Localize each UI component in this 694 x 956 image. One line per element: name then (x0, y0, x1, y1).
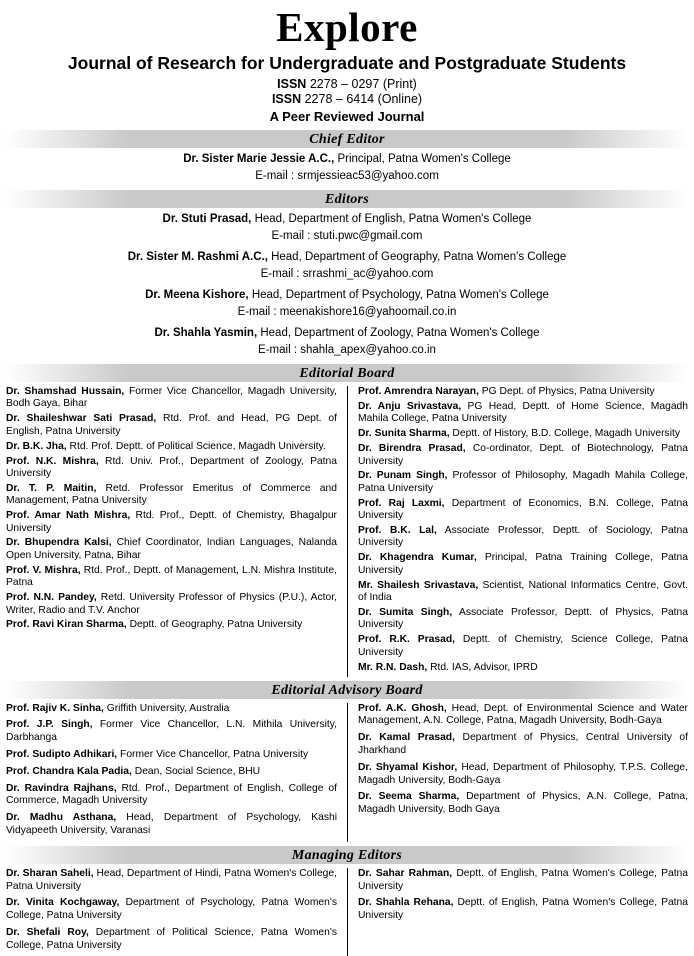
person-detail: Department of Physics, Central University of Jharkhand (358, 732, 688, 756)
list-item (6, 212, 688, 228)
managing-editors-right-column (347, 868, 688, 956)
section-header-managing-editors (6, 846, 688, 864)
peer-reviewed-label: A Peer Reviewed Journal (269, 109, 425, 124)
page-title: Explore (276, 4, 418, 50)
person-detail: Rtd. IAS, Advisor, IPRD (427, 661, 538, 673)
person-detail: Former Vice Chancellor, Magadh University, Bodh Gaya, Bihar (6, 386, 337, 410)
person-detail: Rtd. Univ. Prof., Department of Zoology, Patna University (6, 455, 337, 479)
person-name: Dr. Madhu Asthana, (6, 812, 117, 824)
person-detail: Rtd. Prof., Deptt. of Chemistry, Bhagalpur University (6, 510, 337, 534)
person-name: Dr. Shaileshwar Sati Prasad, (6, 413, 157, 425)
person-detail: Head, Department of Hindi, Patna Women's College, Patna University (6, 867, 337, 892)
list-item (6, 456, 337, 481)
section-header-chief-editor-label: Chief Editor (309, 132, 385, 147)
list-item (6, 386, 337, 411)
list-item (358, 897, 688, 923)
list-item (6, 537, 337, 562)
person-name: Prof. Rajiv K. Sinha, (6, 702, 104, 714)
person-name: Dr. Ravindra Rajhans, (6, 782, 117, 794)
list-item (358, 662, 688, 674)
person-name: Dr. Vinita Kochgaway, (6, 897, 120, 909)
person-detail: Co-ordinator, Dept. of Biotechnology, Patna University (358, 443, 688, 467)
list-item (6, 510, 337, 535)
person-name: Dr. Punam Singh, (358, 470, 448, 482)
person-name: Dr. Seema Sharma, (358, 791, 460, 803)
person-email: E-mail : meenakishore16@yahoomail.co.in (237, 305, 457, 318)
list-item (6, 749, 337, 762)
section-header-editorial-advisory-board (6, 681, 688, 699)
list-item (6, 565, 337, 590)
person-detail: Rtd. Prof. and Head, PG Dept. of English, Patna University (6, 413, 337, 437)
list-item (358, 386, 688, 398)
section-header-editorial-board (6, 364, 688, 382)
list-item (358, 703, 688, 729)
person-detail: Department of Political Science, Patna Women's College, Patna University (6, 926, 337, 951)
editors-list (6, 212, 688, 358)
section-header-editorial-board-label: Editorial Board (299, 366, 395, 381)
person-name: Dr. Shyamal Kishor, (358, 761, 458, 773)
editorial-advisory-board-left-column (6, 703, 347, 842)
person-detail: Professor of Philosophy, Magadh Mahila College, Patna University (358, 470, 688, 494)
masthead (6, 4, 688, 126)
list-item (6, 288, 688, 304)
person-detail: Retd. University Professor of Physics (P.U.), Actor, Writer, Radio and T.V. Anchor (6, 592, 337, 616)
person-name: Dr. Shamshad Hussain, (6, 386, 125, 397)
list-item (6, 783, 337, 809)
person-name: Dr. Kamal Prasad, (358, 732, 455, 744)
person-detail: Chief Coordinator, Indian Languages, Nalanda Open University, Patna, Bihar (6, 537, 337, 561)
person-name: Dr. Meena Kishore, (145, 289, 249, 301)
person-name: Prof. Ravi Kiran Sharma, (6, 619, 127, 631)
issn-print-label: ISSN (277, 77, 307, 91)
list-item (6, 766, 337, 779)
list-item (358, 470, 688, 495)
section-header-chief-editor (6, 130, 688, 148)
person-detail: Dean, Social Science, BHU (131, 765, 261, 777)
person-name: Prof. Chandra Kala Padia, (6, 765, 132, 777)
issn-print-line (6, 77, 688, 92)
list-item (358, 868, 688, 894)
person-name: Prof. Amar Nath Mishra, (6, 510, 131, 522)
editorial-board-right-column (347, 386, 688, 677)
person-name: Dr. Sunita Sharma, (358, 428, 450, 440)
person-name: Dr. Khagendra Kumar, (358, 552, 477, 564)
person-detail: Head, Department of Philosophy, T.P.S. College, Magadh University, Bodh-Gaya (358, 761, 688, 786)
list-item (358, 498, 688, 523)
section-header-editorial-advisory-board-label: Editorial Advisory Board (271, 682, 423, 698)
person-name: Dr. Shahla Yasmin, (154, 327, 258, 339)
list-item (358, 732, 688, 758)
section-header-editors-label: Editors (324, 192, 370, 207)
person-detail: Principal, Patna Training College, Patna University (358, 552, 688, 576)
list-item (6, 927, 337, 953)
person-name: Dr. Shefali Roy, (6, 926, 89, 938)
person-email: E-mail : stuti.pwc@gmail.com (271, 229, 423, 242)
person-detail: Former Vice Chancellor, Patna University (117, 748, 309, 760)
list-item (358, 580, 688, 605)
list-item (6, 868, 337, 894)
person-name: Dr. Sumita Singh, (358, 607, 453, 618)
list-item (358, 762, 688, 788)
person-email: E-mail : srrashmi_ac@yahoo.com (260, 267, 434, 280)
list-item (6, 152, 688, 168)
person-name: Dr. Sister M. Rashmi A.C., (127, 251, 268, 263)
person-name: Dr. B.K. Jha, (6, 440, 67, 452)
journal-subtitle: Journal of Research for Undergraduate and Postgraduate Students (67, 53, 627, 73)
person-detail: Rtd. Prof. Deptt. of Political Science, Magadh University. (66, 440, 326, 452)
person-detail: Rtd. Prof., Department of English, College of Commerce, Magadh University (6, 782, 337, 807)
person-name: Dr. T. P. Maitin, (6, 482, 97, 494)
list-item (358, 552, 688, 577)
person-detail: Associate Professor, Deptt. of Sociology, Patna University (358, 525, 688, 549)
list-item (358, 443, 688, 468)
person-name: Prof. R.K. Prasad, (358, 634, 455, 646)
list-item (6, 483, 337, 508)
editorial-board-left-column (6, 386, 347, 677)
list-item (358, 607, 688, 632)
list-item (6, 250, 688, 266)
person-detail: Scientist, National Informatics Centre, Govt. of India (358, 579, 688, 604)
list-item (6, 326, 688, 342)
person-detail: Griffith University, Australia (103, 702, 230, 714)
person-name: Prof. N.N. Pandey, (6, 592, 97, 604)
person-detail: Principal, Patna Women's College (334, 153, 511, 165)
person-name: Prof. Sudipto Adhikari, (6, 748, 118, 760)
person-name: Prof. A.K. Ghosh, (358, 702, 447, 714)
person-detail: PG Dept. of Physics, Patna University (478, 386, 655, 397)
managing-editors-left-column (6, 868, 347, 956)
person-name: Dr. Sister Marie Jessie A.C., (183, 153, 335, 165)
person-detail: Rtd. Prof., Deptt. of Management, L.N. Mishra Institute, Patna (6, 564, 337, 589)
person-name: Prof. N.K. Mishra, (6, 455, 99, 467)
person-detail: Retd. Professor Emeritus of Commerce and Management, Patna University (6, 482, 337, 507)
person-detail: Deptt. of Geography, Patna University (126, 619, 303, 631)
person-detail: Deptt. of English, Patna Women's College, Patna University (358, 867, 689, 892)
person-name: Prof. J.P. Singh, (6, 719, 93, 731)
person-name: Prof. Amrendra Narayan, (358, 386, 479, 397)
person-name: Dr. Bhupendra Kalsi, (6, 537, 112, 549)
person-email: E-mail : srmjessieac53@yahoo.com (255, 169, 439, 182)
list-item (6, 413, 337, 438)
person-detail: Department of Economics, B.N. College, Patna University (358, 497, 688, 522)
editorial-advisory-board-columns (6, 703, 688, 842)
list-item (358, 525, 688, 550)
list-item (6, 703, 337, 716)
person-detail: Head, Department of Geography, Patna Women's College (267, 251, 567, 263)
issn-print-value: 2278 – 0297 (Print) (309, 77, 417, 91)
section-header-managing-editors-label: Managing Editors (291, 847, 403, 863)
person-name: Dr. Sharan Saheli, (6, 867, 94, 879)
list-item (6, 592, 337, 617)
list-item (358, 428, 688, 440)
list-item (6, 812, 337, 838)
person-name: Mr. R.N. Dash, (358, 661, 428, 673)
section-header-editors (6, 190, 688, 208)
list-item (6, 619, 337, 631)
issn-online-value: 2278 – 6414 (Online) (304, 92, 423, 106)
person-detail: Head, Department of English, Patna Women's College (251, 213, 532, 225)
person-name: Dr. Sahar Rahman, (358, 867, 453, 879)
managing-editors-columns (6, 868, 688, 956)
list-item (358, 791, 688, 817)
issn-online-label: ISSN (271, 92, 302, 106)
person-detail: Department of Psychology, Patna Women's College, Patna University (6, 897, 337, 922)
person-detail: Department of Physics, A.N. College, Patna, Magadh University, Bodh Gaya (358, 791, 688, 816)
person-detail: Head, Department of Zoology, Patna Women's College (257, 327, 540, 339)
list-item (358, 401, 688, 426)
issn-online-line (6, 92, 688, 107)
person-name: Dr. Anju Srivastava, (358, 400, 462, 412)
person-detail: Deptt. of Chemistry, Science College, Patna University (358, 634, 688, 658)
list-item (6, 719, 337, 745)
person-detail: Head, Department of Psychology, Patna Women's College (248, 289, 549, 301)
person-name: Prof. B.K. Lal, (358, 525, 437, 537)
list-item (358, 634, 688, 659)
person-name: Dr. Stuti Prasad, (162, 213, 252, 225)
person-detail: Deptt. of English, Patna Women's College, Patna University (358, 897, 688, 922)
list-item (6, 441, 337, 453)
person-detail: Head, Dept. of Environmental Science and Water Management, A.N. College, Patna, Magadh University, Bodh-Gaya (358, 702, 688, 727)
person-name: Prof. Raj Laxmi, (358, 497, 445, 509)
person-detail: Former Vice Chancellor, L.N. Mithila University, Darbhanga (6, 719, 338, 744)
editorial-board-columns (6, 386, 688, 677)
person-name: Dr. Shahla Rehana, (358, 897, 454, 909)
person-detail: Head, Department of Psychology, Kashi Vidyapeeth University, Varanasi (6, 812, 337, 836)
chief-editor-list (6, 152, 688, 184)
person-detail: PG Head, Deptt. of Home Science, Magadh Mahila College, Patna University (358, 400, 689, 425)
editorial-advisory-board-right-column (347, 703, 688, 842)
person-name: Prof. V. Mishra, (6, 564, 81, 576)
person-name: Mr. Shailesh Srivastava, (358, 579, 479, 591)
person-detail: Deptt. of History, B.D. College, Magadh University (449, 428, 680, 440)
person-name: Dr. Birendra Prasad, (358, 443, 466, 455)
person-email: E-mail : shahla_apex@yahoo.co.in (258, 343, 436, 356)
list-item (6, 897, 337, 923)
person-detail: Associate Professor, Deptt. of Physics, Patna University (358, 607, 689, 631)
